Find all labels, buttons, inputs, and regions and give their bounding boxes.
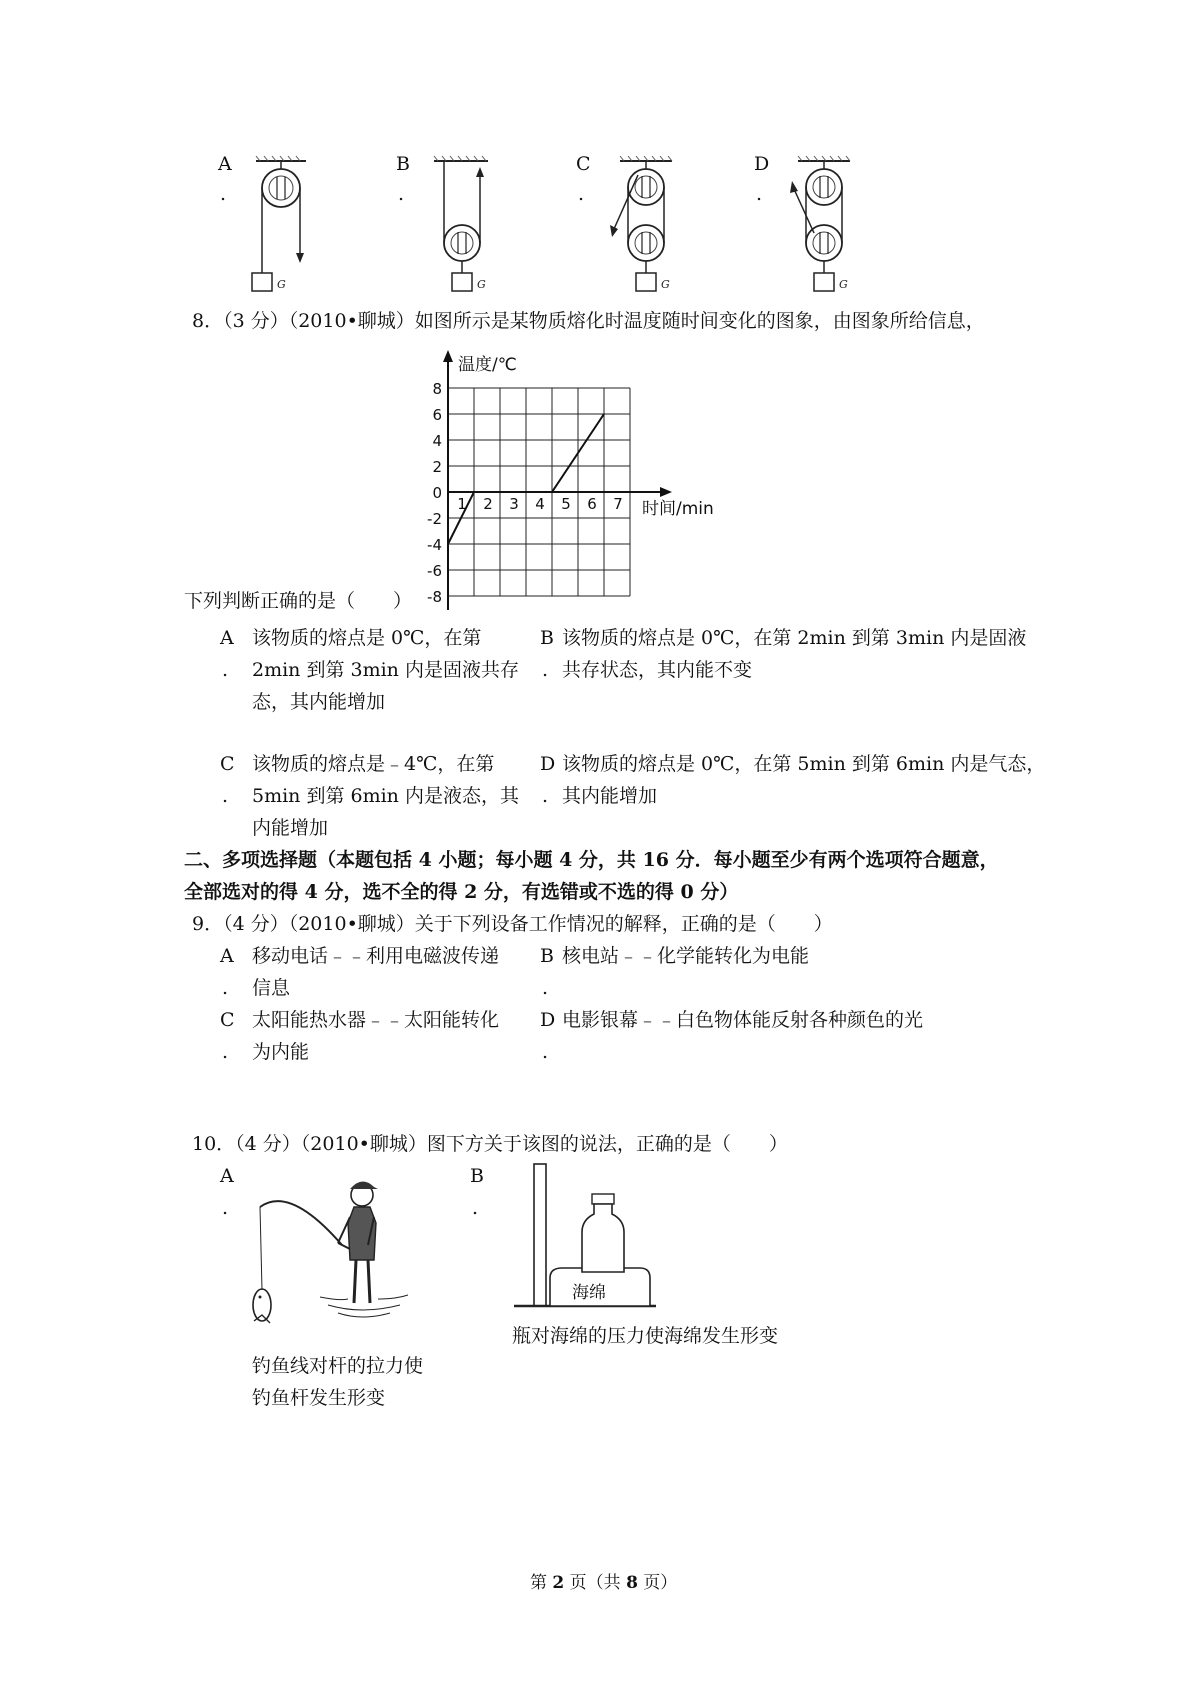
q8-option-c-dot: . [222, 785, 229, 807]
bottle-sponge-illustration [510, 1160, 660, 1315]
chart-x-tick-label: 6 [587, 495, 597, 513]
chart-y-tick-label: -4 [427, 536, 442, 554]
footer-post: 页） [637, 1573, 678, 1593]
q9-option-a-line1: 移动电话﹣﹣利用电磁波传递 [252, 945, 500, 967]
q9-option-a-dot: . [222, 977, 229, 999]
svg-text:G: G [477, 278, 486, 291]
q10-option-b-letter: B [470, 1165, 484, 1187]
q8-stem-tail: 下列判断正确的是（ ） [184, 590, 413, 612]
q9-option-a-line2: 信息 [252, 977, 291, 999]
chart-x-tick-label: 2 [483, 495, 493, 513]
q10-option-a-dot: . [222, 1197, 229, 1219]
q9-stem: 9．（4 分）（2010•聊城）关于下列设备工作情况的解释，正确的是（ ） [192, 913, 833, 935]
temperature-time-chart [416, 350, 726, 610]
q10-option-b-line1: 瓶对海绵的压力使海绵发生形变 [512, 1325, 779, 1347]
chart-x-tick-label: 5 [561, 495, 571, 513]
q8-option-d-line2: 其内能增加 [562, 785, 658, 807]
page-footer [530, 1568, 677, 1593]
q8-option-b-line1: 该物质的熔点是 0℃，在第 2min 到第 3min 内是固液 [562, 627, 1027, 649]
section2-heading-line2: 全部选对的得 4 分，选不全的得 2 分，有选错或不选的得 0 分） [184, 881, 739, 903]
q9-option-c-letter: C [220, 1009, 235, 1031]
q9-option-d-dot: . [542, 1041, 549, 1063]
chart-x-tick-label: 3 [509, 495, 519, 513]
sponge-label: 海绵 [572, 1283, 606, 1303]
chart-x-tick-label: 7 [613, 495, 623, 513]
pulley-diagram-c [600, 155, 680, 295]
q7-option-a-letter: A [218, 153, 232, 175]
svg-text:G: G [839, 278, 848, 291]
q8-option-d-line1: 该物质的熔点是 0℃，在第 5min 到第 6min 内是气态， [562, 753, 1046, 775]
chart-y-axis-label: 温度/℃ [458, 355, 517, 375]
chart-y-tick-label: 4 [432, 432, 442, 450]
q9-option-d-line1: 电影银幕﹣﹣白色物体能反射各种颜色的光 [562, 1009, 924, 1031]
q8-option-b-line2: 共存状态，其内能不变 [562, 659, 753, 681]
footer-mid: 页（共 [564, 1573, 627, 1593]
q7-option-c-letter: C [576, 153, 591, 175]
fishing-illustration [250, 1165, 430, 1340]
q9-option-c-line2: 为内能 [252, 1041, 310, 1063]
q9-option-b-line1: 核电站﹣﹣化学能转化为电能 [562, 945, 810, 967]
chart-x-tick-label: 1 [457, 495, 467, 513]
q8-option-b-dot: . [542, 659, 549, 681]
q10-option-a-letter: A [220, 1165, 234, 1187]
q7-option-d-letter: D [754, 153, 770, 175]
footer-total-pages: 8 [626, 1573, 638, 1593]
q8-option-a-line2: 2min 到第 3min 内是固液共存 [252, 659, 519, 681]
chart-y-tick-label: 0 [432, 484, 442, 502]
q9-option-a-letter: A [220, 945, 234, 967]
chart-y-tick-label: -8 [427, 588, 442, 606]
pulley-diagram-d [778, 155, 858, 295]
q8-option-c-line1: 该物质的熔点是﹣4℃，在第 [252, 753, 495, 775]
q8-option-a-dot: . [222, 659, 229, 681]
q8-option-a-line3: 态，其内能增加 [252, 691, 386, 713]
q8-stem: 8．（3 分）（2010•聊城）如图所示是某物质熔化时温度随时间变化的图象，由图象所给信息， [192, 310, 985, 332]
chart-y-tick-label: 2 [432, 458, 442, 476]
chart-y-tick-label: 6 [432, 406, 442, 424]
chart-y-tick-label: 8 [432, 380, 442, 398]
svg-text:G: G [277, 278, 286, 291]
q7-option-b-letter: B [396, 153, 410, 175]
chart-y-tick-label: -2 [427, 510, 442, 528]
q7-option-d-dot: . [756, 183, 763, 205]
q9-option-b-dot: . [542, 977, 549, 999]
q8-option-a-letter: A [220, 627, 234, 649]
q8-option-c-line3: 内能增加 [252, 817, 329, 839]
footer-pre: 第 [530, 1573, 553, 1593]
chart-y-tick-label: -6 [427, 562, 442, 580]
q7-option-b-dot: . [398, 183, 405, 205]
q9-option-c-line1: 太阳能热水器﹣﹣太阳能转化 [252, 1009, 500, 1031]
q10-option-a-line2: 钓鱼杆发生形变 [252, 1387, 386, 1409]
chart-x-tick-label: 4 [535, 495, 545, 513]
q8-option-c-letter: C [220, 753, 235, 775]
chart-x-axis-label: 时间/min [642, 499, 714, 519]
svg-text:G: G [661, 278, 670, 291]
q8-option-d-dot: . [542, 785, 549, 807]
q7-option-a-dot: . [220, 183, 227, 205]
footer-page-number: 2 [552, 1573, 565, 1593]
q7-option-c-dot: . [578, 183, 585, 205]
q9-option-b-letter: B [540, 945, 554, 967]
q8-option-a-line1: 该物质的熔点是 0℃，在第 [252, 627, 482, 649]
q8-option-d-letter: D [540, 753, 556, 775]
chart-y-arrow [443, 350, 453, 362]
q10-option-b-dot: . [472, 1197, 479, 1219]
q8-option-c-line2: 5min 到第 6min 内是液态，其 [252, 785, 519, 807]
chart-x-arrow [660, 487, 672, 497]
q9-option-d-letter: D [540, 1009, 556, 1031]
q10-stem: 10．（4 分）（2010•聊城）图下方关于该图的说法，正确的是（ ） [192, 1133, 788, 1155]
section2-heading-line1: 二、多项选择题（本题包括 4 小题；每小题 4 分，共 16 分．每小题至少有两个选项符合题意， [184, 849, 999, 871]
pulley-diagram-b [430, 155, 500, 295]
q9-option-c-dot: . [222, 1041, 229, 1063]
pulley-diagram-a [250, 155, 320, 295]
q8-option-b-letter: B [540, 627, 554, 649]
q10-option-a-line1: 钓鱼线对杆的拉力使 [252, 1355, 424, 1377]
